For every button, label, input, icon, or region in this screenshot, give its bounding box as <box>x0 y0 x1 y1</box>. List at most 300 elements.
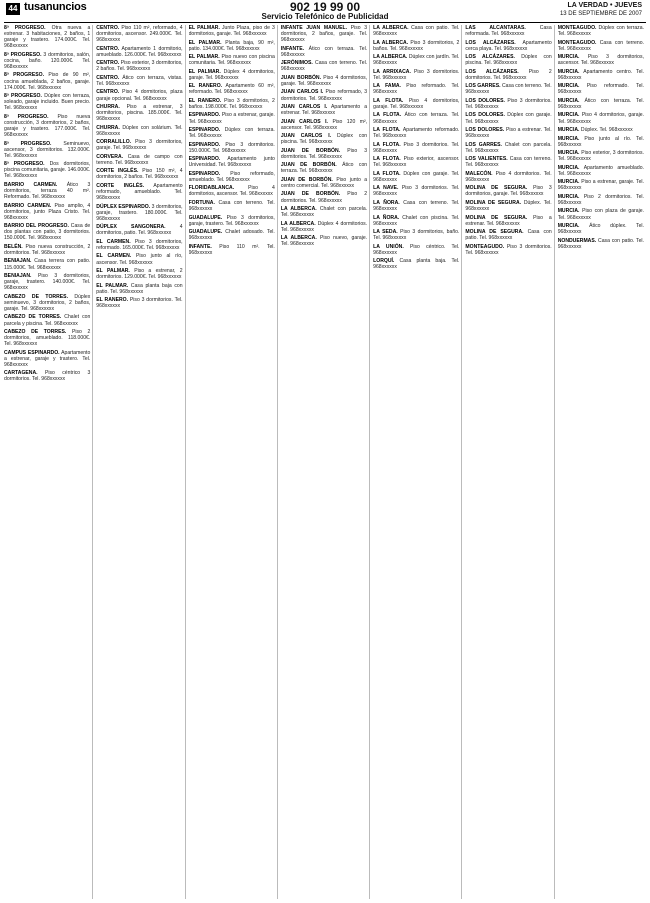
ad-heading: LOS ALCÁZARES. <box>465 54 515 61</box>
ad-body: Piso 4 dormitorios, garaje. Tel. 968xxxxxx <box>557 112 644 125</box>
classified-ad <box>4 161 90 179</box>
ad-heading: 8ª PROGRESO. <box>4 113 49 120</box>
ad-body: Dúplex con solárium. Tel. 968xxxxxx <box>96 124 183 137</box>
column-2 <box>96 25 185 899</box>
phone-number: 902 19 99 00 <box>289 0 361 14</box>
ad-body: Piso 3 dormitorios, garaje, trastero. 140.000€. Tel. 968xxxxxx <box>4 273 91 292</box>
classified-ad <box>96 125 182 137</box>
classified-ad <box>281 148 367 160</box>
classified-ad <box>189 156 275 168</box>
ad-heading: EL CARMEN. <box>96 238 131 245</box>
classified-ad <box>4 370 90 382</box>
ad-heading: MURCIA. <box>557 135 580 142</box>
classified-ad <box>96 168 182 180</box>
classified-ad <box>373 83 459 95</box>
ad-heading: LOS ALCÁZARES. <box>465 68 519 75</box>
ad-body: Chalet con parcela y piscina. Tel. 968xxxxxx <box>4 314 91 327</box>
classified-ad <box>465 69 551 81</box>
classified-ad <box>465 215 551 227</box>
ad-heading: MONTEAGUDO. <box>557 39 597 46</box>
ad-body: Ático con terraza. Tel. 968xxxxxx <box>280 162 368 175</box>
ad-heading: FORTUNA. <box>188 199 215 206</box>
classified-ad <box>558 208 644 220</box>
ad-heading: CABEZO DE TORRES. <box>4 314 62 321</box>
ad-body: Piso exterior, ascensor. Tel. 968xxxxxx <box>373 156 460 169</box>
classified-ad <box>96 297 182 309</box>
ad-body: Chalet con parcela. Tel. 968xxxxxx <box>280 206 368 219</box>
ad-heading: JUAN CARLOS I. <box>280 103 328 110</box>
ad-heading: LA FLOTA. <box>373 170 401 177</box>
classified-ad <box>189 98 275 110</box>
ad-heading: JUAN BORBÓN. <box>280 74 322 81</box>
ad-body: Casa con patio. Tel. 968xxxxxx <box>557 237 644 250</box>
classified-ad <box>558 112 644 124</box>
classified-ad <box>373 40 459 52</box>
ad-heading: FLORIDABLANCA. <box>188 185 235 192</box>
ad-heading: LOS GARRES. <box>465 141 502 148</box>
ad-body: Casa reformada. Tel. 968xxxxxx <box>465 25 552 38</box>
classifieds-columns <box>4 25 646 899</box>
classified-ad <box>96 283 182 295</box>
ad-body: Apartamento amueblado. Tel. 968xxxxxx <box>557 164 644 177</box>
classified-ad <box>373 112 459 124</box>
classified-ad <box>281 60 367 72</box>
ad-heading: 8ª PROGRESO. <box>4 51 42 58</box>
ad-heading: LA ALBERCA. <box>280 220 316 227</box>
ad-heading: MURCIA. <box>557 112 580 119</box>
ad-body: Ático con terraza. Tel. 968xxxxxx <box>557 97 644 110</box>
ad-body: Piso 4 dormitorios, plaza garaje opcional. Tel. 968xxxxxx <box>96 89 183 102</box>
ad-body: Piso a estrenar, garaje. Tel. 968xxxxxx <box>188 112 275 125</box>
ad-heading: CENTRO. <box>96 25 120 31</box>
classified-ad <box>465 200 551 212</box>
ad-body: Piso nueva construcción, 2 dormitorios. Tel. 968xxxxxx <box>4 243 91 256</box>
classified-ad <box>96 89 182 101</box>
ad-heading: MURCIA. <box>557 193 580 200</box>
ad-body: Piso reformado. Tel. 968xxxxxx <box>557 83 644 96</box>
ad-heading: MOLINA DE SEGURA. <box>465 185 528 192</box>
ad-heading: BELÉN. <box>4 243 23 250</box>
ad-body: Piso 3 dormitorios, 2 baños. Tel. 968xxxxxx <box>373 39 460 52</box>
ad-body: 3 dormitorios, garaje, trastero. 180.000€. Tel. 968xxxxxx <box>96 203 183 222</box>
classified-ad <box>96 104 182 122</box>
ad-body: Piso 110 m², reformado, 4 dormitorios, ascensor. 249.000€. Tel. 968xxxxxx <box>96 25 183 44</box>
ad-body: Piso 3 dormitorios. Tel. 968xxxxxx <box>373 185 460 198</box>
ad-heading: EL PALMAR. <box>188 54 220 61</box>
ad-body: Piso céntrico. Tel. 968xxxxxx <box>373 243 460 256</box>
ad-body: Apartamento junto Universidad. Tel. 968xxxxxx <box>188 156 275 169</box>
classified-ad <box>189 127 275 139</box>
classified-ad <box>96 154 182 166</box>
ad-heading: MOLINA DE SEGURA. <box>465 229 524 236</box>
ad-heading: LA ÑORA. <box>373 214 400 221</box>
classified-ad <box>558 127 644 133</box>
classified-ad <box>558 25 644 37</box>
classified-ad <box>558 98 644 110</box>
classified-ad <box>4 244 90 256</box>
ad-heading: LA ALBERCA. <box>280 235 317 242</box>
ad-body: Seminuevo, ascensor, 3 dormitorios. 132.000€. Tel. 968xxxxxx <box>4 140 91 159</box>
ad-heading: NONDUERMAS. <box>557 237 597 244</box>
classified-ad <box>465 229 551 241</box>
ad-body: Casa con terreno. Tel. 968xxxxxx <box>465 156 552 169</box>
ad-heading: ESPINARDO. <box>188 170 221 177</box>
classified-ad <box>465 54 551 66</box>
classified-ad <box>281 162 367 174</box>
ad-heading: CABEZO DE TORRES. <box>4 293 68 300</box>
ad-heading: JUAN DE BORBÓN. <box>280 147 341 154</box>
ad-heading: CENTRO. <box>96 45 120 52</box>
ad-body: Chalet adosado. Tel. 968xxxxxx <box>188 229 275 242</box>
ad-body: Piso a estrenar. Tel. 968xxxxxx <box>465 127 552 140</box>
classified-ad <box>189 200 275 212</box>
ad-heading: CAMPUS ESPINARDO. <box>4 349 60 356</box>
ad-body: Ático con terraza. Tel. 968xxxxxx <box>280 45 368 58</box>
ad-body: Piso 3 dormitorios, baño. Tel. 968xxxxxx <box>373 229 460 242</box>
ad-body: Ático con terraza, vistas. Tel. 968xxxxxx <box>96 74 183 87</box>
classified-ad <box>4 182 90 200</box>
ad-heading: MURCIA. <box>557 179 580 186</box>
ad-body: Dúplex con garaje. Tel. 968xxxxxx <box>373 170 460 183</box>
classified-ad <box>558 136 644 148</box>
ad-heading: JUAN DE BORBÓN. <box>280 176 333 183</box>
ad-body: Junto Plaza, piso de 3 dormitorios, garaje. Tel. 968xxxxxx <box>188 25 275 38</box>
ad-body: Piso amplio, 4 dormitorios, junto Plaza Cristo. Tel. 968xxxxxx <box>4 202 91 221</box>
ad-heading: CHURRA. <box>96 124 120 131</box>
ad-body: Piso 4 dormitorios. Tel. 968xxxxxx <box>465 170 552 183</box>
classified-ad <box>373 200 459 212</box>
ad-heading: ESPINARDO. <box>188 141 221 148</box>
ad-body: Piso a estrenar. Tel. 968xxxxxx <box>465 214 552 227</box>
classified-ad <box>373 98 459 110</box>
ad-heading: 8ª PROGRESO. <box>4 72 44 79</box>
ad-body: Casa con terreno. Tel. 968xxxxxx <box>557 39 644 52</box>
classified-ad <box>281 119 367 131</box>
ad-heading: CORTE INGLÉS. <box>96 168 139 175</box>
ad-body: Ático con terraza. Tel. 968xxxxxx <box>373 112 460 125</box>
ad-body: Piso 3 dormitorios, 2 baños. 198.000€. Tel. 968xxxxxx <box>188 97 275 110</box>
classified-ad <box>281 25 367 43</box>
ad-heading: LOS VALIENTES. <box>465 156 508 163</box>
ad-body: Piso 4 dormitorios, ascensor. Tel. 968xxxxxx <box>188 185 275 198</box>
ad-body: Dúplex con terraza. Tel. 968xxxxxx <box>557 25 644 38</box>
ad-body: Piso reformado. Tel. 968xxxxxx <box>373 83 460 96</box>
classified-ad <box>189 244 275 256</box>
ad-heading: EL PALMAR. <box>188 68 221 75</box>
newspaper-name: LA VERDAD • JUEVES <box>567 2 642 9</box>
classified-ad <box>189 112 275 124</box>
ad-body: Piso junto a centro comercial. Tel. 968xxxxxx <box>280 176 368 189</box>
classified-ad <box>96 253 182 265</box>
ad-heading: EL RANERO. <box>188 97 222 104</box>
classified-ad <box>4 114 90 138</box>
classified-ad <box>189 54 275 66</box>
ad-heading: CARTAGENA. <box>4 370 38 377</box>
classified-ad <box>281 75 367 87</box>
classified-ad <box>465 40 551 52</box>
ad-body: Ático 3 dormitorios, terraza 40 m². Reformado. Tel. 968xxxxxx <box>4 181 91 201</box>
ad-heading: JUAN DE BORBÓN. <box>280 191 341 198</box>
ad-heading: EL PALMAR. <box>188 25 220 31</box>
classified-ad <box>558 40 644 52</box>
ad-heading: LA UNIÓN. <box>373 243 404 250</box>
ad-body: Apartamento 60 m², reformado. Tel. 968xxxxxx <box>188 83 275 96</box>
ad-body: Chalet con parcela. Tel. 968xxxxxx <box>465 141 552 154</box>
ad-heading: EL PALMAR. <box>96 268 130 275</box>
ad-body: Piso 3 dormitorios, garaje. Tel. 968xxxxxx <box>96 139 183 152</box>
ad-body: Piso con plaza de garaje. Tel. 968xxxxxx <box>557 208 644 221</box>
ad-body: Dúplex 4 dormitorios, garaje. Tel. 968xxxxxx <box>188 68 275 81</box>
ad-heading: LOS DOLORES. <box>465 97 505 104</box>
ad-heading: LOS ALCÁZARES. <box>465 39 516 46</box>
classified-ad <box>465 112 551 124</box>
ad-heading: LA FLOTA. <box>373 97 404 104</box>
ad-heading: BARRIO CARMEN. <box>4 202 52 209</box>
ad-heading: MURCIA. <box>557 68 580 75</box>
classified-ad <box>96 204 182 222</box>
ad-body: Piso de 90 m², cocina amueblada, 2 baños, garaje. 174.000€. Tel. 968xxxxxx <box>4 72 91 91</box>
ad-heading: LA SEDA. <box>373 229 398 236</box>
ad-heading: MURCIA. <box>557 164 580 171</box>
ad-body: Piso junto al río. Tel. 968xxxxxx <box>557 135 644 148</box>
ad-body: Dúplex 4 dormitorios. Tel. 968xxxxxx <box>280 220 368 233</box>
ad-heading: LA ARRIXACA. <box>373 68 411 75</box>
classified-ad <box>558 69 644 81</box>
classified-ad <box>96 224 182 236</box>
classified-ad <box>558 223 644 235</box>
classified-ad <box>96 239 182 251</box>
ad-heading: DÚPLEX ESPINARDO. <box>96 203 151 210</box>
ad-heading: 8ª PROGRESO. <box>4 140 52 147</box>
ad-heading: LA ÑORA. <box>373 199 400 206</box>
ad-heading: EL RANERO. <box>188 83 223 90</box>
ad-heading: MURCIA. <box>557 150 580 157</box>
ad-heading: EL RANERO. <box>96 297 129 304</box>
ad-heading: LA FLOTA. <box>373 141 401 148</box>
ad-body: Piso 2 dormitorios. Tel. 968xxxxxx <box>557 193 644 206</box>
ad-heading: LA ALBERCA. <box>373 39 409 46</box>
ad-heading: 8ª PROGRESO. <box>4 161 45 168</box>
ad-body: Piso reformado, amueblado. Tel. 968xxxxxx <box>188 170 275 183</box>
ad-heading: MOLINA DE SEGURA. <box>465 214 528 221</box>
column-1 <box>4 25 93 899</box>
ad-body: Chalet con piscina. Tel. 968xxxxxx <box>373 214 460 227</box>
ad-heading: MURCIA. <box>557 208 580 215</box>
classified-ad <box>189 185 275 197</box>
ad-body: Apartamento cerca playa. Tel. 968xxxxxx <box>465 39 552 52</box>
ad-heading: JUAN DE BORBÓN. <box>280 162 337 169</box>
classified-ad <box>189 40 275 52</box>
ad-heading: LA ALBERCA. <box>280 206 317 213</box>
ad-body: Casa de dos plantas con patio, 3 dormitorios. 150.000€. Tel. 968xxxxxx <box>4 223 91 242</box>
ad-body: Piso 3 dormitorios, reformado. 165.000€. Tel. 968xxxxxx <box>96 238 183 251</box>
ad-body: Apartamento reformado, amueblado. Tel. 968xxxxxx <box>96 182 183 202</box>
ad-heading: INFANTE. <box>188 243 212 250</box>
classified-ad <box>189 69 275 81</box>
ad-body: Piso exterior, 3 dormitorios. Tel. 968xxxxxx <box>557 150 644 163</box>
classified-ad <box>373 25 459 37</box>
ad-body: Casa terrera con patio. 115.000€. Tel. 968xxxxxx <box>4 258 91 271</box>
ad-heading: BARRIO DEL PROGRESO. <box>4 223 69 230</box>
ad-heading: MOLINA DE SEGURA. <box>465 199 522 206</box>
classified-ad <box>558 238 644 250</box>
ad-heading: CENTRO. <box>96 74 120 81</box>
classified-ad <box>189 83 275 95</box>
ad-body: Piso 3 dormitorios, garaje. Tel. 968xxxxxx <box>465 185 552 198</box>
ad-body: Apartamento reformado. Tel. 968xxxxxx <box>373 127 460 140</box>
ad-body: Casa con terreno. Tel. 968xxxxxx <box>188 199 275 213</box>
classified-ad <box>281 221 367 233</box>
ad-heading: MONTEAGUDO. <box>557 25 597 31</box>
classified-ad <box>373 258 459 270</box>
classified-ad <box>96 46 182 58</box>
classified-ad <box>4 141 90 159</box>
classified-ad <box>281 177 367 189</box>
classified-ad <box>4 72 90 90</box>
ad-heading: LA FLOTA. <box>373 112 402 119</box>
ad-body: Piso nuevo con piscina comunitaria. Tel. 968xxxxxx <box>188 54 275 67</box>
ad-body: Piso 3 dormitorios. Tel. 968xxxxxx <box>373 141 460 154</box>
ad-heading: CABEZO DE TORRES. <box>4 328 67 335</box>
ad-body: Piso 2 dormitorios. Tel. 968xxxxxx <box>280 191 368 204</box>
ad-body: Piso junto al río, ascensor. Tel. 968xxxxxx <box>96 253 183 266</box>
ad-heading: MURCIA. <box>557 83 580 90</box>
ad-heading: MURCIA. <box>557 127 580 134</box>
classified-ad <box>96 60 182 72</box>
header-rule <box>4 22 646 23</box>
ad-heading: CORRALILLO. <box>96 139 132 146</box>
ad-body: Casa con terreno. Tel. 968xxxxxx <box>280 60 368 73</box>
ad-body: Piso 4 dormitorios, garaje. Tel. 968xxxxxx <box>373 97 460 110</box>
ad-body: Casa con patio. Tel. 968xxxxxx <box>373 25 460 38</box>
ad-body: Piso a estrenar, garaje. Tel. 968xxxxxx <box>557 179 644 192</box>
classified-ad <box>189 215 275 227</box>
ad-body: Piso céntrico 3 dormitorios. Tel. 968xxxxxx <box>4 370 91 383</box>
ad-heading: INFANTE. <box>280 45 305 52</box>
ad-body: Piso exterior, 3 dormitorios, 2 baños. Tel. 968xxxxxx <box>96 60 183 73</box>
column-6 <box>465 25 554 899</box>
ad-body: Casa de campo con terreno. Tel. 968xxxxxx <box>96 153 183 166</box>
classified-ad <box>4 203 90 221</box>
classified-ad <box>373 171 459 183</box>
ad-body: Dúplex con piscina. Tel. 968xxxxxx <box>465 54 552 67</box>
column-3 <box>189 25 278 899</box>
ad-body: Dúplex seminuevo, 3 dormitorios, 2 baños, garaje. Tel. 968xxxxxx <box>4 293 91 312</box>
column-7 <box>558 25 646 899</box>
issue-date: 13 DE SEPTIEMBRE DE 2007 <box>559 11 642 17</box>
ad-body: Piso 3 dormitorios. Tel. 968xxxxxx <box>373 68 460 81</box>
classified-ad <box>465 98 551 110</box>
ad-heading: EL CARMEN. <box>96 253 132 260</box>
classified-ad <box>373 54 459 66</box>
ad-heading: CENTRO. <box>96 60 120 67</box>
ad-body: Casa planta baja con patio. Tel. 968xxxxxx <box>96 282 183 295</box>
ad-heading: JUAN CARLOS I. <box>280 133 332 140</box>
classified-ad <box>96 25 182 43</box>
ad-body: Piso a estrenar, 2 dormitorios. 129.000€. Tel. 968xxxxxx <box>96 268 183 281</box>
ad-heading: MONTEAGUDO. <box>465 243 505 250</box>
ad-body: Piso 3 dormitorios, 2 baños, garaje. Tel. 968xxxxxx <box>280 25 368 44</box>
ad-body: Piso 150 m², 4 dormitorios, 2 baños. Tel. 968xxxxxx <box>96 168 183 181</box>
ad-body: Piso 3 dormitorios. Tel. 968xxxxxx <box>465 97 552 110</box>
ad-body: Piso 3 dormitorios. Tel. 968xxxxxx <box>96 297 183 310</box>
classified-ad <box>189 142 275 154</box>
ad-heading: LOS DOLORES. <box>465 112 505 119</box>
classified-ad <box>4 223 90 241</box>
ad-body: Dúplex con jardín. Tel. 968xxxxxx <box>373 54 460 67</box>
ad-body: Dúplex con piscina. Tel. 968xxxxxx <box>280 133 368 146</box>
ad-body: Casa planta baja. Tel. 968xxxxxx <box>373 258 460 271</box>
ad-body: Apartamento centro. Tel. 968xxxxxx <box>557 68 644 81</box>
ad-body: Dúplex. Tel. 968xxxxxx <box>465 199 552 213</box>
ad-heading: MURCIA. <box>557 97 580 104</box>
ad-heading: JERÓNIMOS. <box>280 60 313 67</box>
classified-ad <box>4 329 90 347</box>
classified-ad <box>558 83 644 95</box>
ad-heading: LOS GARRES. <box>465 83 501 90</box>
classified-ad <box>558 150 644 162</box>
classified-ad <box>373 127 459 139</box>
ad-heading: MURCIA. <box>557 54 580 61</box>
ad-body: Piso 3 dormitorios, garaje, trastero. Tel. 968xxxxxx <box>188 214 275 227</box>
classified-ad <box>96 139 182 151</box>
ad-heading: EL PALMAR. <box>96 282 129 289</box>
ad-heading: 8ª PROGRESO. <box>4 25 46 31</box>
classified-ad <box>558 194 644 206</box>
classified-ad <box>4 258 90 270</box>
ad-heading: LOS DOLORES. <box>465 127 505 134</box>
ad-body: Piso 2 dormitorios, amueblado. 118.000€. Tel. 968xxxxxx <box>4 328 91 348</box>
ad-body: Casa con patio. Tel. 968xxxxxx <box>465 229 552 242</box>
ad-heading: ESPINARDO. <box>188 156 221 163</box>
ad-body: Casa con terreno. Tel. 968xxxxxx <box>373 199 460 213</box>
classified-ad <box>465 25 551 37</box>
classified-ad <box>281 133 367 145</box>
classified-ad <box>281 104 367 116</box>
ad-heading: MURCIA. <box>557 223 580 229</box>
classified-ad <box>465 142 551 154</box>
ad-heading: CORVERA. <box>96 153 124 160</box>
ad-heading: DÚPLEX SANGONERA. <box>96 224 166 231</box>
ad-heading: BENIAJAN. <box>4 258 32 265</box>
ad-heading: LA FAMA. <box>373 83 401 90</box>
classified-ad <box>281 235 367 247</box>
classified-ad <box>373 215 459 227</box>
ad-heading: INFANTE JUAN MANUEL. <box>280 25 348 31</box>
classified-ad <box>465 83 551 95</box>
classified-ad <box>558 165 644 177</box>
ad-body: Otra nueva a estrenar. 3 habitaciones, 2 baños, 1 garaje y trastero. 174.000€. Tel. 968xxxxxx <box>4 25 91 50</box>
classified-ad <box>465 171 551 183</box>
classified-ad <box>465 127 551 139</box>
ad-body: Piso 2 dormitorios. Tel. 968xxxxxx <box>465 68 552 81</box>
classified-ad <box>4 25 90 49</box>
ad-heading: 8ª PROGRESO. <box>4 93 42 100</box>
ad-body: Piso 120 m², ascensor. Tel. 968xxxxxx <box>280 118 368 131</box>
classified-ad <box>373 185 459 197</box>
ad-heading: JUAN CARLOS I. <box>280 118 328 125</box>
classified-ad <box>281 206 367 218</box>
classified-ad <box>558 54 644 66</box>
ad-heading: ESPINARDO. <box>188 127 221 134</box>
classified-ad <box>4 93 90 111</box>
ad-body: Piso 3 dormitorios. 150.000€. Tel. 968xxxxxx <box>188 141 275 154</box>
ad-body: Piso 3 dormitorios. Tel. 968xxxxxx <box>280 147 368 160</box>
ad-heading: ESPINARDO. <box>188 112 221 119</box>
ad-heading: JUAN CARLOS I. <box>280 89 324 96</box>
ad-heading: GUADALUPE. <box>188 214 223 221</box>
ad-heading: BENIAJAN. <box>4 273 32 280</box>
